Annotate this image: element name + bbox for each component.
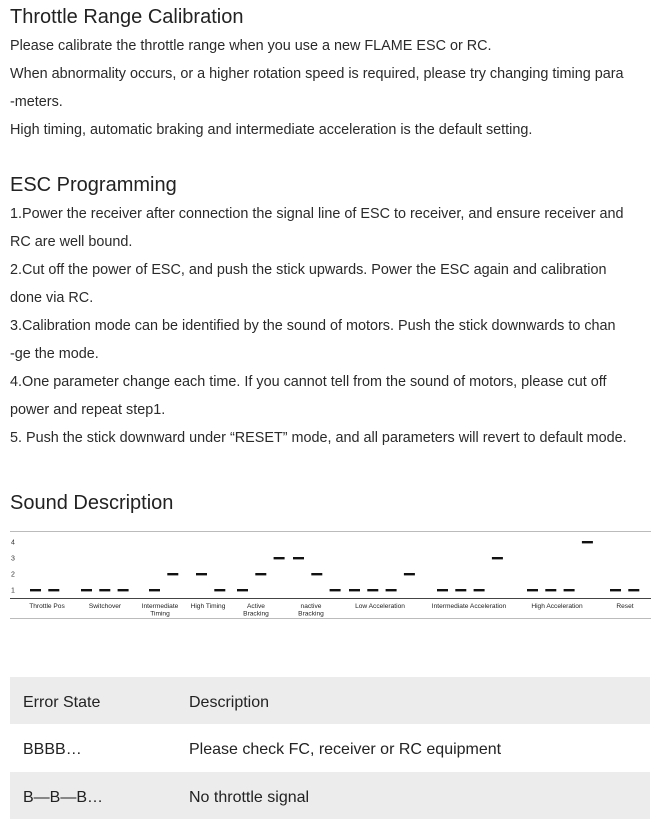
beep-mark — [404, 573, 415, 575]
beep-mark — [167, 573, 178, 575]
beep-mark — [274, 557, 285, 559]
beep-mark — [237, 589, 248, 591]
esc-line-5: 3.Calibration mode can be identified by the sound of motors. Push the stick downwards to chan — [10, 318, 616, 334]
group-label: Low Acceleration — [355, 603, 405, 610]
sound-heading: Sound Description — [10, 492, 174, 514]
group-label: Switchover — [88, 603, 122, 610]
throttle-line-1: Please calibrate the throttle range when you use a new FLAME ESC or RC. — [10, 38, 492, 54]
group-label: High Acceleration — [531, 603, 583, 610]
beep-mark — [455, 589, 466, 591]
beep-mark — [474, 589, 485, 591]
beep-mark — [367, 589, 378, 591]
beep-mark — [330, 589, 341, 591]
beep-mark — [437, 589, 448, 591]
esc-line-4: done via RC. — [10, 290, 94, 306]
error-state-cell: BBBB… — [23, 741, 82, 758]
group-label: Bracking — [243, 610, 269, 618]
beep-mark — [214, 589, 225, 591]
esc-line-6: -ge the mode. — [10, 346, 99, 362]
beep-mark — [492, 557, 503, 559]
throttle-line-2: When abnormality occurs, or a higher rotation speed is required, please try changing timing para — [10, 66, 624, 82]
group-label: Intermediate Acceleration — [431, 603, 507, 610]
group-label: Bracking — [298, 610, 324, 618]
esc-line-1: 1.Power the receiver after connection the signal line of ESC to receiver, and ensure receiver and — [10, 206, 624, 222]
table-header-row — [10, 677, 650, 724]
header-description: Description — [189, 694, 270, 711]
esc-heading: ESC Programming — [10, 174, 177, 196]
beep-mark — [527, 589, 538, 591]
throttle-line-4: High timing, automatic braking and intermediate acceleration is the default setting. — [10, 122, 533, 138]
beep-mark — [293, 557, 304, 559]
esc-line-2: RC are well bound. — [10, 234, 133, 250]
y-tick-label: 1 — [11, 587, 15, 595]
beep-mark — [311, 573, 322, 575]
beep-mark — [118, 589, 129, 591]
sound-chart — [10, 531, 651, 621]
group-label: Timing — [150, 610, 170, 618]
error-table — [10, 677, 650, 819]
beep-mark — [99, 589, 110, 591]
throttle-heading: Throttle Range Calibration — [10, 6, 244, 28]
table-row — [10, 724, 650, 771]
beep-mark — [255, 573, 266, 575]
description-cell: No throttle signal — [189, 789, 310, 806]
beep-mark — [545, 589, 556, 591]
header-error-state: Error State — [23, 694, 101, 711]
y-tick-label: 4 — [11, 539, 15, 547]
beep-mark — [81, 589, 92, 591]
beep-mark — [196, 573, 207, 575]
throttle-line-3: -meters. — [10, 94, 63, 110]
group-label: High Timing — [190, 603, 226, 610]
beep-mark — [386, 589, 397, 591]
esc-line-9: 5. Push the stick downward under “RESET” mode, and all parameters will revert to default mode. — [10, 430, 627, 446]
beep-mark — [349, 589, 360, 591]
group-label: Reset — [616, 603, 634, 610]
beep-mark — [564, 589, 575, 591]
table-row — [10, 772, 650, 819]
group-label: Intermediate — [141, 603, 179, 610]
group-label: Throttle Pos — [29, 603, 65, 610]
esc-line-7: 4.One parameter change each time. If you cannot tell from the sound of motors, please cut off — [10, 374, 607, 390]
description-cell: Please check FC, receiver or RC equipment — [189, 741, 502, 758]
group-label: nactive — [300, 603, 322, 610]
y-tick-label: 2 — [11, 571, 15, 579]
esc-line-3: 2.Cut off the power of ESC, and push the stick upwards. Power the ESC again and calibration — [10, 262, 607, 278]
error-state-cell: B—B—B… — [23, 789, 104, 806]
beep-mark — [30, 589, 41, 591]
beep-mark — [628, 589, 639, 591]
beep-mark — [582, 541, 593, 543]
esc-line-8: power and repeat step1. — [10, 402, 166, 418]
group-label: Active — [247, 603, 265, 610]
beep-mark — [48, 589, 59, 591]
beep-mark — [610, 589, 621, 591]
beep-mark — [149, 589, 160, 591]
y-tick-label: 3 — [11, 555, 15, 563]
